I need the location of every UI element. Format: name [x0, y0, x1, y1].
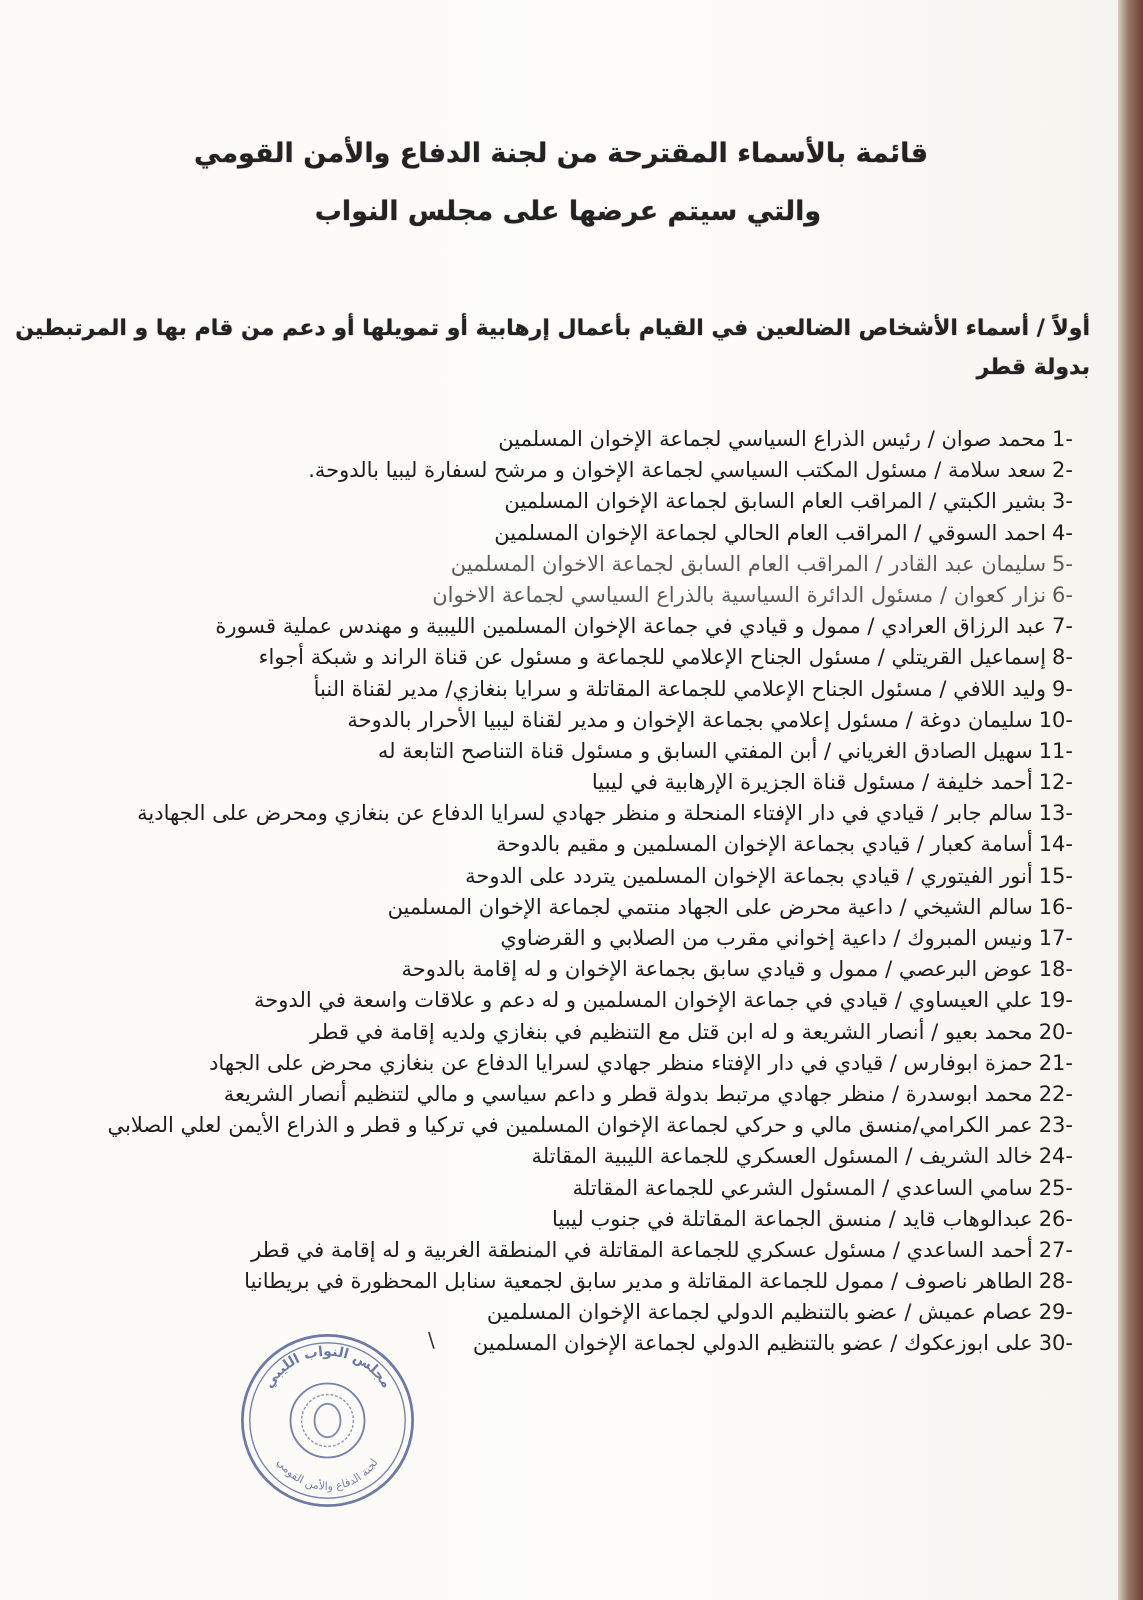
list-item-number: 3-	[1052, 489, 1073, 514]
list-item-number: 29-	[1038, 1300, 1073, 1325]
list-item-text: سالم جابر / قيادي في دار الإفتاء المنحلة و منظر جهادي لسرايا الدفاع عن بنغازي ومحرض على الجهادية	[137, 801, 1033, 826]
list-item	[83, 1079, 1073, 1110]
list-item	[83, 1235, 1073, 1266]
list-item-text: سامي الساعدي / المسئول الشرعي للجماعة المقاتلة	[572, 1175, 1033, 1200]
list-item-number: 1-	[1052, 427, 1073, 451]
list-item-text: خالد الشريف / المسئول العسكري للجماعة الليبية المقاتلة	[531, 1144, 1033, 1169]
list-item-number: 4-	[1052, 520, 1073, 545]
list-item-number: 15-	[1038, 863, 1073, 888]
list-item-number: 28-	[1038, 1269, 1073, 1294]
list-item-text: سالم الشيخي / داعية محرض على الجهاد منتمي لجماعة الإخوان المسلمين	[387, 894, 1033, 919]
list-item	[83, 1328, 1073, 1359]
list-item-text: محمد ابوسدرة / منظر جهادي مرتبط بدولة قطر و داعم سياسي و مالي لتنظيم أنصار الشريعة	[223, 1081, 1033, 1106]
list-item	[83, 455, 1073, 486]
list-item-text: ونيس المبروك / داعية إخواني مقرب من الصلابي و القرضاوي	[500, 926, 1033, 950]
list-item	[83, 1141, 1073, 1172]
list-item-text: علي العيساوي / قيادي في جماعة الإخوان المسلمين و له دعم و علاقات واسعة في الدوحة	[254, 988, 1033, 1013]
list-item	[83, 1017, 1073, 1048]
section-heading-line-2: بدولة قطر	[976, 355, 1090, 380]
list-item	[83, 1204, 1073, 1235]
list-item	[83, 611, 1073, 642]
list-item-number: 13-	[1038, 801, 1073, 826]
list-item	[83, 674, 1073, 705]
list-item-text: عصام عميش / عضو بالتنظيم الدولي لجماعة الإخوان المسلمين	[486, 1300, 1033, 1325]
list-item-number: 27-	[1038, 1237, 1073, 1262]
list-item-text: سعد سلامة / مسئول المكتب السياسي لجماعة الإخوان و مرشح لسفارة ليبيا بالدوحة.	[308, 458, 1047, 483]
list-item-text: محمد صوان / رئيس الذراع السياسي لجماعة الإخوان المسلمين	[498, 427, 1047, 451]
list-item-number: 10-	[1038, 707, 1073, 732]
list-item-number: 19-	[1038, 988, 1073, 1013]
list-item-text: على ابوزعكوك / عضو بالتنظيم الدولي لجماعة الإخوان المسلمين	[472, 1331, 1033, 1356]
list-item-text: حمزة ابوفارس / قيادي في دار الإفتاء منظر جهادي لسرايا الدفاع عن بنغازي محرض على الجهاد	[209, 1050, 1033, 1075]
list-item	[83, 892, 1073, 923]
list-item-text: سليمان دوغة / مسئول إعلامي بجماعة الإخوان و مدير لقناة ليبيا الأحرار بالدوحة	[347, 707, 1033, 732]
seal-top-text: مجلس النواب الليبي	[260, 1343, 395, 1392]
list-item	[83, 1266, 1073, 1297]
list-item-text: سهيل الصادق الغرياني / أبن المفتي السابق و مسئول قناة التناصح التابعة له	[377, 738, 1033, 763]
list-item-number: 9-	[1052, 676, 1073, 701]
list-item	[83, 767, 1073, 798]
list-item-number: 26-	[1038, 1206, 1073, 1231]
list-item	[83, 861, 1073, 892]
list-item	[83, 1110, 1073, 1141]
list-item-text: بشير الكبتي / المراقب العام السابق لجماعة الإخوان المسلمين	[504, 489, 1047, 514]
list-item-number: 24-	[1038, 1144, 1073, 1169]
list-item-number: 17-	[1038, 926, 1073, 950]
list-item	[83, 1173, 1073, 1204]
list-item-text: الطاهر ناصوف / ممول للجماعة المقاتلة و مدير سابق لجمعية سنابل المحظورة في بريطانيا	[244, 1269, 1033, 1294]
list-item-text: إسماعيل القريتلي / مسئول الجناح الإعلامي للجماعة و مسئول عن قناة الراند و شبكة أجواء	[258, 645, 1047, 670]
list-item-text: سليمان عبد القادر / المراقب العام السابق لجماعة الاخوان المسلمين	[450, 551, 1047, 576]
list-item	[83, 642, 1073, 673]
names-list	[83, 424, 1073, 1360]
list-item-number: 30-	[1038, 1331, 1073, 1356]
document-title-line-2: والتي سيتم عرضها على مجلس النواب	[314, 196, 822, 227]
list-item	[83, 705, 1073, 736]
list-item	[83, 1048, 1073, 1079]
list-item-number: 21-	[1038, 1050, 1073, 1075]
list-item-number: 7-	[1052, 614, 1073, 639]
list-item	[83, 829, 1073, 860]
list-item-number: 23-	[1038, 1113, 1073, 1138]
list-item	[83, 985, 1073, 1016]
list-item-text: أحمد الساعدي / مسئول عسكري للجماعة المقاتلة في المنطقة الغربية و له إقامة في قطر	[251, 1237, 1033, 1262]
seal-bottom-text: لجنة الدفاع والأمن القومي	[274, 1456, 381, 1493]
list-item-number: 12-	[1038, 770, 1073, 795]
list-item-text: أسامة كعبار / قيادي بجماعة الإخوان المسلمين و مقيم بالدوحة	[496, 832, 1033, 857]
list-item-text: احمد السوقي / المراقب العام الحالي لجماعة الإخوان المسلمين	[494, 520, 1047, 545]
list-item-text: وليد اللافي / مسئول الجناح الإعلامي للجماعة المقاتلة و سرايا بنغازي/ مدير لقناة النبأ	[313, 676, 1047, 701]
list-item	[83, 518, 1073, 549]
list-item-number: 25-	[1038, 1175, 1073, 1200]
list-item-number: 2-	[1052, 458, 1073, 483]
list-item-number: 6-	[1052, 582, 1073, 607]
list-item	[83, 424, 1073, 455]
list-item-text: أنور الفيتوري / قيادي بجماعة الإخوان المسلمين يتردد على الدوحة	[465, 863, 1033, 888]
list-item-number: 22-	[1038, 1081, 1073, 1106]
document-title-line-1: قائمة بالأسماء المقترحة من لجنة الدفاع والأمن القومي	[194, 138, 928, 169]
svg-text:لجنة الدفاع والأمن القومي	[274, 1456, 380, 1493]
list-item-number: 16-	[1038, 894, 1073, 919]
list-item-text: نزار كعوان / مسئول الدائرة السياسية بالذراع السياسي لجماعة الاخوان	[432, 582, 1047, 607]
list-item-text: عبدالوهاب قايد / منسق الجماعة المقاتلة في جنوب ليبيا	[552, 1206, 1033, 1231]
list-item-text: عمر الكرامي/منسق مالي و حركي لجماعة الإخوان المسلمين في تركيا و قطر و الذراع الأيمن لعلي الصلابي	[107, 1113, 1033, 1138]
list-item-text: عوض البرعصي / ممول و قيادي سابق بجماعة الإخوان و له إقامة بالدوحة	[401, 957, 1033, 982]
list-item	[83, 954, 1073, 985]
list-item-text: أحمد خليفة / مسئول قناة الجزيرة الإرهابية في ليبيا	[591, 770, 1033, 795]
page-edge	[1118, 0, 1143, 1600]
list-item-number: 18-	[1038, 957, 1073, 982]
list-item-text: عبد الرزاق العرادي / ممول و قيادي في جماعة الإخوان المسلمين الليبية و مهندس عملية قسورة	[215, 614, 1047, 639]
list-item-number: 5-	[1052, 551, 1073, 576]
list-item	[83, 1297, 1073, 1328]
list-item-text: محمد بعيو / أنصار الشريعة و له ابن قتل مع التنظيم في بنغازي ولديه إقامة في قطر	[310, 1019, 1033, 1044]
list-item-number: 14-	[1038, 832, 1073, 857]
list-item-number: 8-	[1052, 645, 1073, 670]
list-item	[83, 580, 1073, 611]
list-item	[83, 486, 1073, 517]
list-item-number: 20-	[1038, 1019, 1073, 1044]
section-heading-line-1: أولاً / أسماء الأشخاص الضالعين في القيام بأعمال إرهابية أو تمويلها أو دعم من قام بها و المرتبطين	[15, 316, 1090, 341]
margin-mark: \	[428, 1328, 435, 1352]
list-item	[83, 549, 1073, 580]
list-item	[83, 798, 1073, 829]
list-item	[83, 923, 1073, 954]
list-item	[83, 736, 1073, 767]
official-seal-stamp	[235, 1328, 420, 1513]
list-item-number: 11-	[1038, 738, 1073, 763]
